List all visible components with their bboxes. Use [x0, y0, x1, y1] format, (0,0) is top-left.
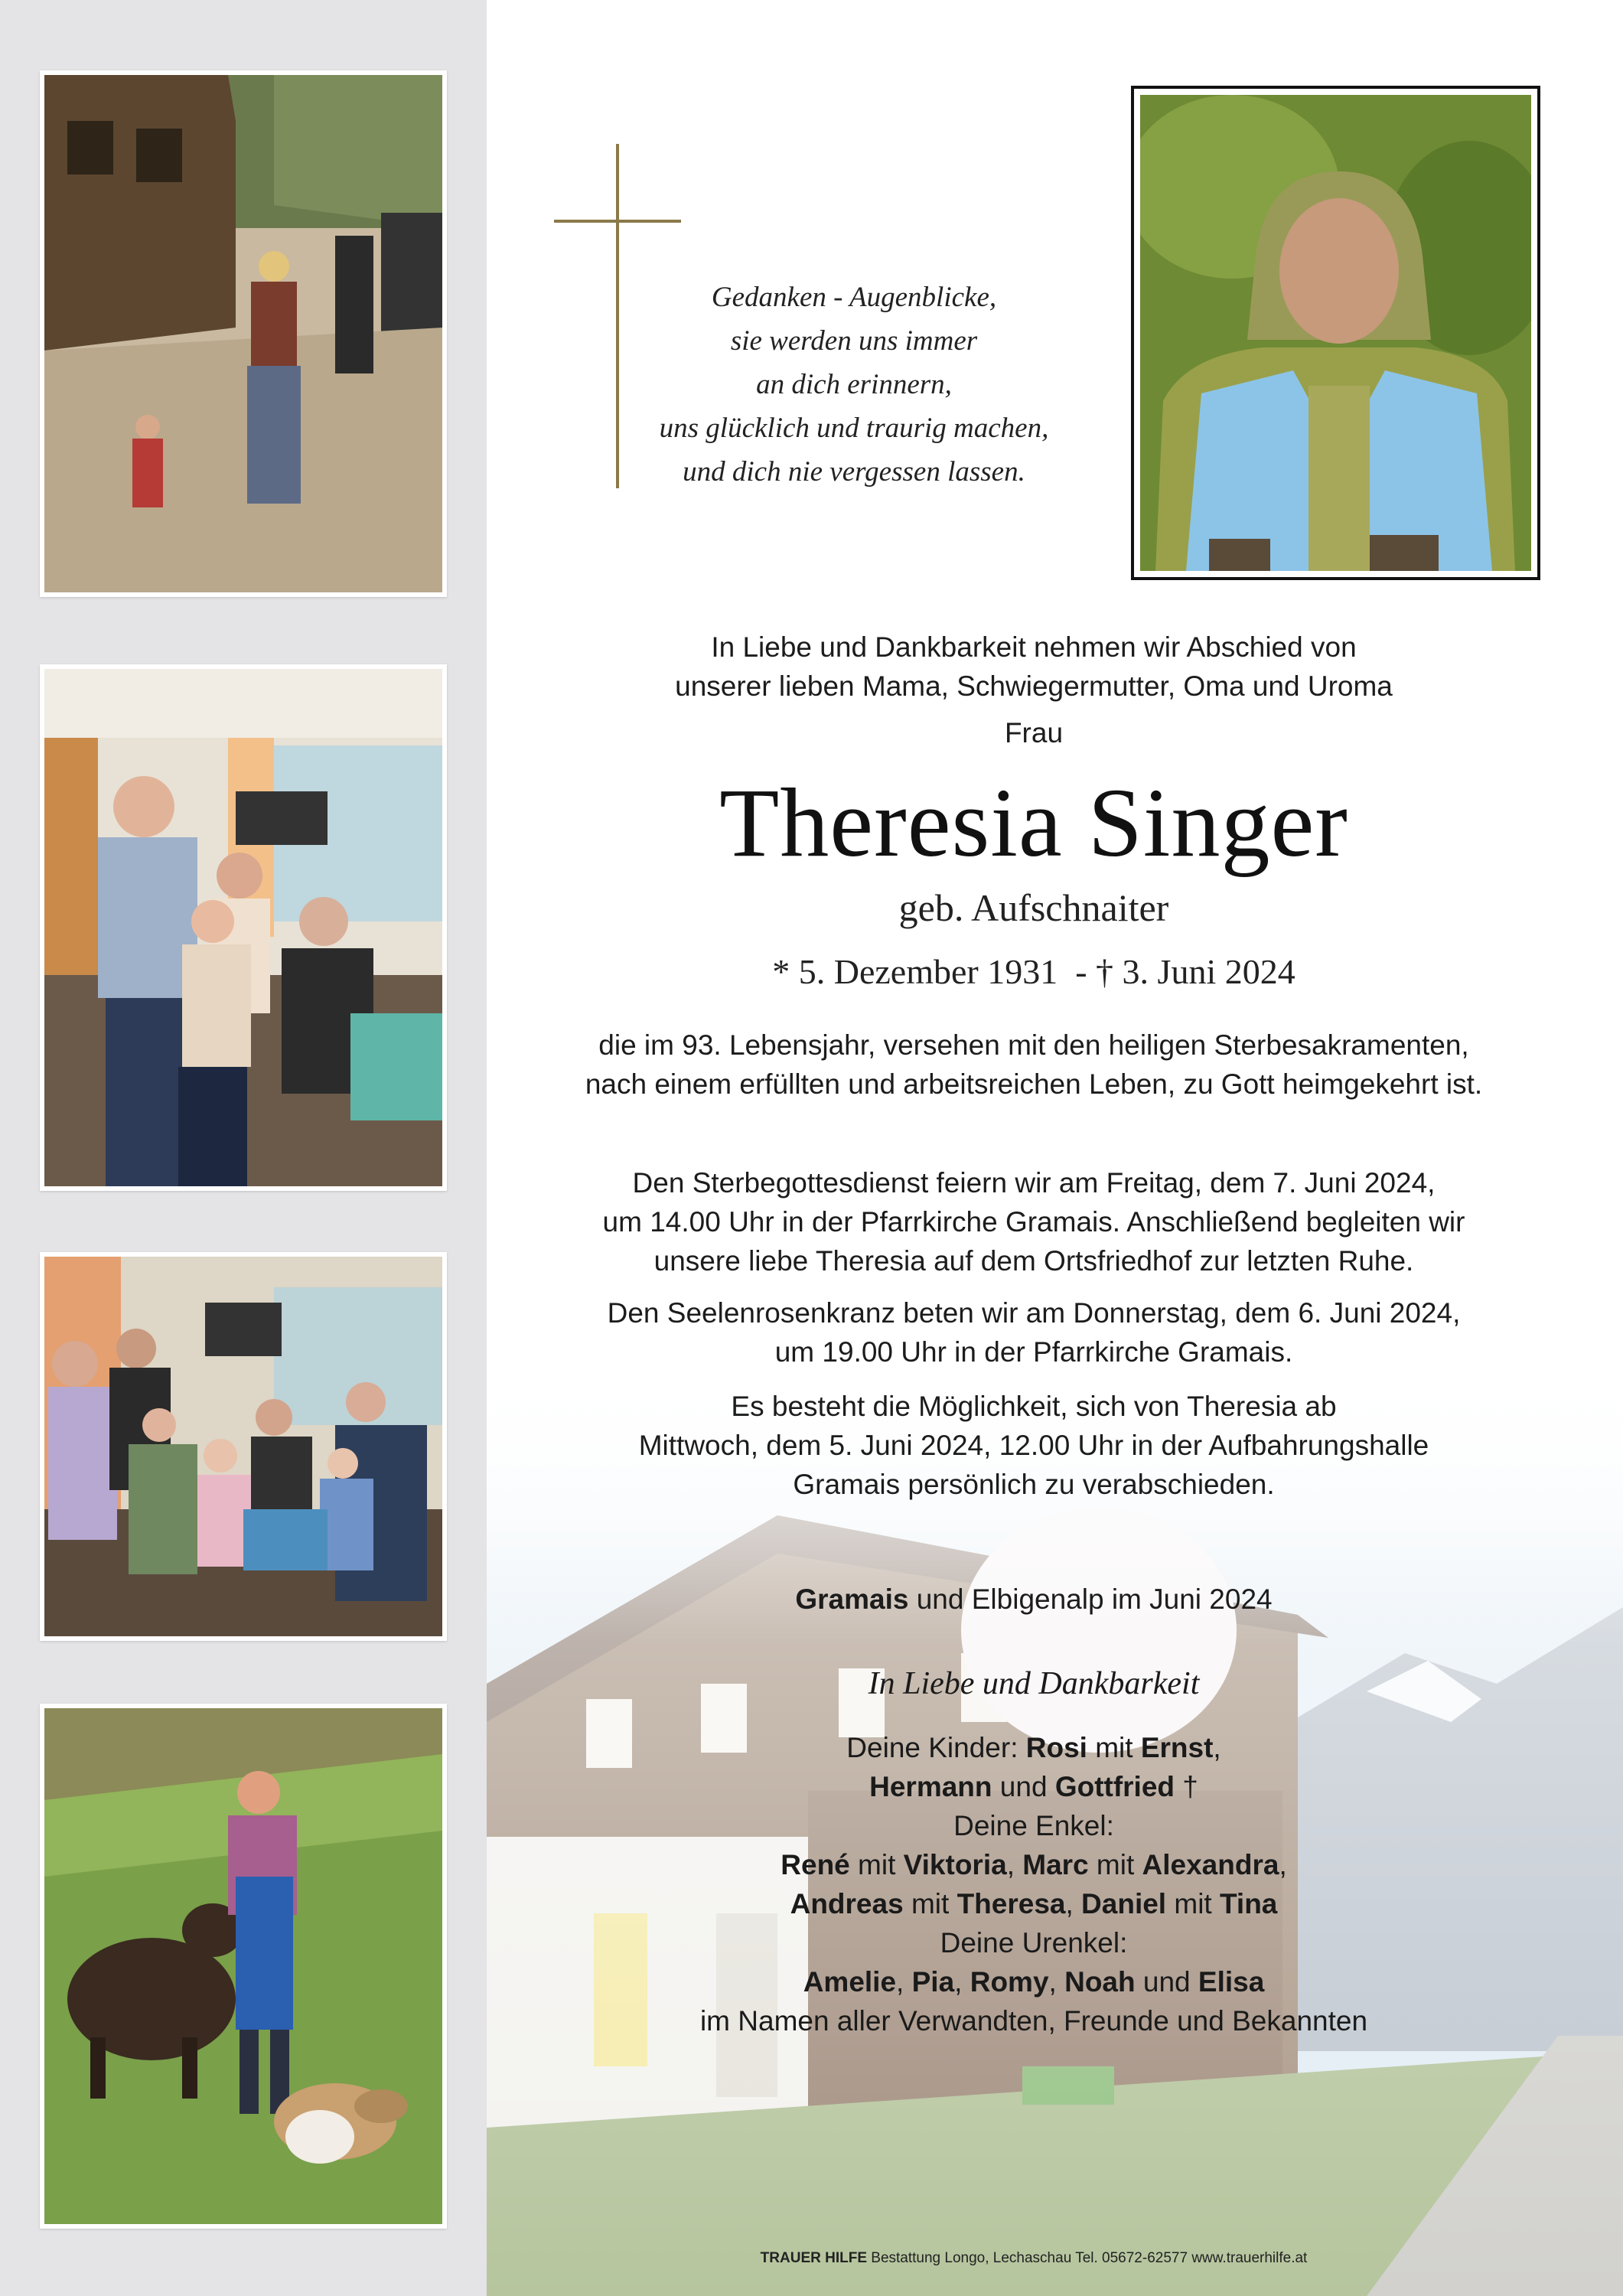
intro-line: In Liebe und Dankbarkeit nehmen wir Abschied von [711, 631, 1357, 663]
text-line: Mittwoch, dem 5. Juni 2024, 12.00 Uhr in der Aufbahrungshalle [638, 1430, 1429, 1461]
viewing-info [533, 1387, 1535, 1504]
connector: mit [1166, 1888, 1220, 1919]
grandchild-name: Theresa [957, 1888, 1066, 1919]
grandchild-name: Marc [1022, 1849, 1089, 1880]
connector: , [1048, 1966, 1065, 1998]
connector: mit [849, 1849, 904, 1880]
connector: , [1213, 1732, 1221, 1763]
place-bold: Gramais [795, 1583, 909, 1615]
connector: , [1065, 1888, 1082, 1919]
children-line [533, 1767, 1535, 1806]
place-rest: und Elbigenalp im Juni 2024 [908, 1583, 1273, 1615]
great-grandchildren-label: Deine Urenkel: [940, 1927, 1128, 1958]
connector: und [992, 1771, 1055, 1802]
great-grandchild-name: Pia [911, 1966, 955, 1998]
grandchild-name: Alexandra [1142, 1849, 1279, 1880]
family-list [533, 1728, 1535, 2040]
family-heading: In Liebe und Dankbarkeit [868, 1666, 1200, 1701]
poem-line: sie werden uns immer [730, 325, 978, 357]
poem-line: Gedanken - Augenblicke, [711, 282, 997, 313]
grandchildren-line [533, 1845, 1535, 1884]
grandchild-name: René [781, 1849, 850, 1880]
grandchild-name: Daniel [1081, 1888, 1167, 1919]
closing-line: im Namen aller Verwandten, Freunde und Bekannten [699, 2005, 1368, 2037]
obituary-main [487, 0, 1623, 2296]
deceased-cross: † [1175, 1771, 1198, 1802]
connector: , [1006, 1849, 1023, 1880]
life-statement [533, 1026, 1535, 1104]
place-date [533, 1580, 1535, 1619]
salutation: Frau [1004, 717, 1064, 748]
connector: mit [1087, 1732, 1141, 1763]
birth-name: geb. Aufschnaiter [898, 886, 1169, 929]
photo-village-street [40, 70, 447, 597]
poem-line: uns glücklich und traurig machen, [659, 413, 1049, 444]
poem-line: und dich nie vergessen lassen. [683, 456, 1025, 488]
funeral-info [533, 1163, 1535, 1280]
text-line: Gramais persönlich zu verabschieden. [793, 1469, 1275, 1500]
children-label: Deine Kinder: [846, 1732, 1026, 1763]
connector: , [896, 1966, 912, 1998]
great-grandchild-name: Romy [970, 1966, 1049, 1998]
child-name: Hermann [869, 1771, 992, 1802]
intro-line: unserer lieben Mama, Schwiegermutter, Oma und Uroma [675, 670, 1393, 702]
text-line: um 19.00 Uhr in der Pfarrkirche Gramais. [774, 1336, 1293, 1368]
rosary-info [533, 1293, 1535, 1371]
connector: mit [903, 1888, 957, 1919]
text-line: unsere liebe Theresia auf dem Ortsfriedhof zur letzten Ruhe. [653, 1245, 1414, 1277]
child-name: Ernst [1140, 1732, 1214, 1763]
memorial-poem [624, 276, 1084, 494]
children-line [533, 1728, 1535, 1767]
grandchild-name: Andreas [790, 1888, 904, 1919]
grandchild-name: Tina [1219, 1888, 1278, 1919]
cross-icon-bar [554, 220, 681, 223]
poem-line: an dich erinnern, [756, 369, 952, 400]
text-line: Den Seelenrosenkranz beten wir am Donnerstag, dem 6. Juni 2024, [607, 1297, 1461, 1329]
great-grandchildren-line [533, 1962, 1535, 2001]
photo-sidebar [0, 0, 487, 2296]
footer-brand: TRAUER HILFE [760, 2250, 867, 2266]
great-grandchild-name: Amelie [803, 1966, 897, 1998]
connector: und [1135, 1966, 1198, 1998]
photo-family-room [40, 664, 447, 1191]
grandchildren-label: Deine Enkel: [953, 1810, 1114, 1841]
connector: , [1279, 1849, 1287, 1880]
great-grandchild-name: Noah [1064, 1966, 1136, 1998]
photo-family-group [40, 1252, 447, 1641]
child-name: Rosi [1025, 1732, 1087, 1763]
footer-contact: Bestattung Longo, Lechaschau Tel. 05672-62577 www.trauerhilfe.at [867, 2250, 1308, 2266]
great-grandchild-name: Elisa [1198, 1966, 1265, 1998]
text-line: nach einem erfüllten und arbeitsreichen Leben, zu Gott heimgekehrt ist. [585, 1068, 1483, 1100]
photo-sheep-meadow [40, 1704, 447, 2229]
grandchild-name: Viktoria [903, 1849, 1007, 1880]
intro-text [533, 628, 1535, 752]
connector: , [954, 1966, 970, 1998]
deceased-name: Theresia Singer [719, 768, 1348, 877]
portrait-photo [1131, 86, 1540, 580]
connector: mit [1088, 1849, 1142, 1880]
text-line: um 14.00 Uhr in der Pfarrkirche Gramais. Anschließend begleiten wir [602, 1206, 1465, 1238]
child-name: Gottfried [1054, 1771, 1175, 1802]
text-line: Den Sterbegottesdienst feiern wir am Freitag, dem 7. Juni 2024, [632, 1167, 1436, 1199]
text-line: die im 93. Lebensjahr, versehen mit den heiligen Sterbesakramenten, [598, 1029, 1469, 1061]
footer-funeral-home [533, 2250, 1535, 2267]
cross-icon [616, 144, 619, 488]
grandchildren-line [533, 1884, 1535, 1923]
text-line: Es besteht die Möglichkeit, sich von Theresia ab [731, 1391, 1337, 1422]
life-dates: * 5. Dezember 1931 - † 3. Juni 2024 [772, 952, 1295, 991]
